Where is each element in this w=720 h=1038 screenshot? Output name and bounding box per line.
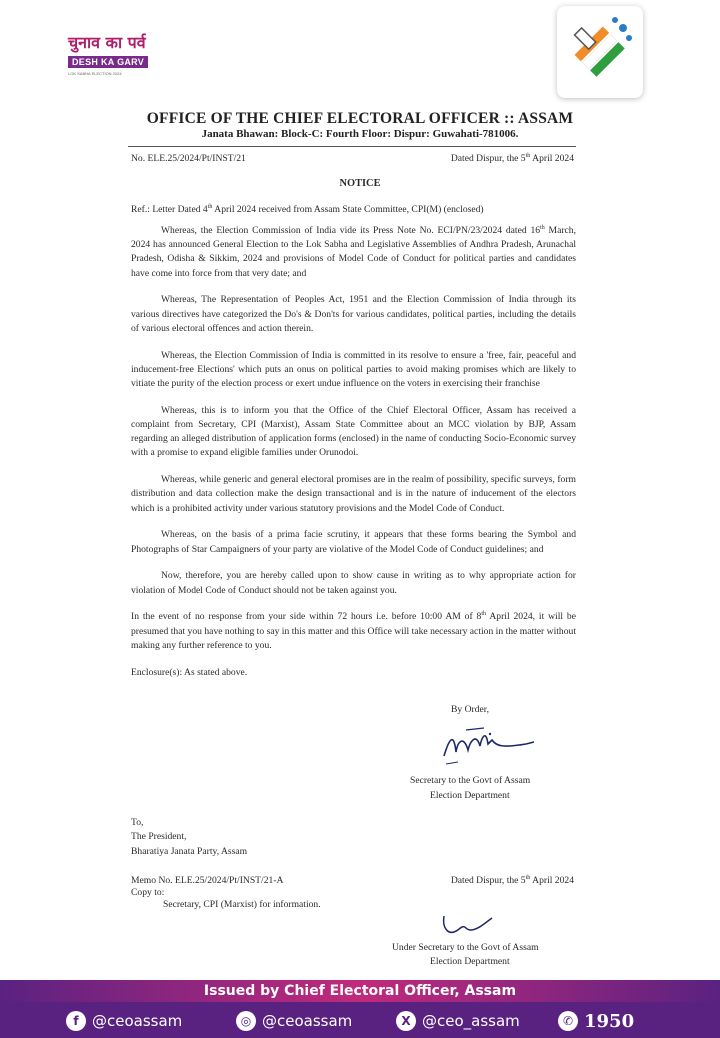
- notice-date: Dated Dispur, the 5th April 2024: [450, 152, 574, 164]
- signatory-department: Election Department: [430, 790, 510, 801]
- memo-date: Dated Dispur, the 5th April 2024: [450, 874, 574, 886]
- paragraph-8: In the event of no response from your side within 72 hours i.e. before 10:00 AM of 8th April 2024, it will be presumed that you have nothing to say in this matter and this Office will take necessary action in the matter without making any further reference to you.: [131, 611, 576, 651]
- signature-icon: [436, 722, 540, 768]
- logo-hindi-text: चुनाव का पर्व: [68, 33, 146, 52]
- by-order: By Order,: [451, 704, 489, 715]
- office-title: OFFICE OF THE CHIEF ELECTORAL OFFICER :: ASSAM: [146, 110, 574, 127]
- paragraph-1: Whereas, the Election Commission of India vide its Press Note No. ECI/PN/23/2024 dated 16th March, 2024 has announced General Election to the Lok Sabha and Legislative Assemblies of Andhra Pradesh, Arunachal Pradesh, Odisha & Sikkim, 2024 and provisions of Model Code of Conduct for political parties and candidates have come into force from that very date; and: [131, 224, 576, 279]
- facebook-icon: f: [66, 1011, 86, 1031]
- recipient-title: The President,: [131, 831, 187, 842]
- phone-icon: ✆: [558, 1011, 578, 1031]
- facebook-link[interactable]: [66, 1008, 182, 1034]
- reference-number: No. ELE.25/2024/Pt/INST/21: [131, 153, 246, 164]
- enclosure-line: Enclosure(s): As stated above.: [131, 666, 248, 678]
- reference-line: Ref.: Letter Dated 4th April 2024 received from Assam State Committee, CPI(M) (enclosed): [131, 203, 484, 215]
- notice-body: [131, 224, 576, 692]
- under-secretary-designation: Under Secretary to the Govt of Assam: [392, 942, 539, 953]
- helpline-link[interactable]: [558, 1008, 634, 1034]
- logo-tagline: LOK SABHA ELECTION 2024: [68, 71, 122, 76]
- paragraph-6: Whereas, on the basis of a prima facie scrutiny, it appears that these forms bearing the Symbol and Photographs of Star Campaigners of your party are violative of the Model Code of Conduct guidelines; and: [131, 529, 576, 555]
- copy-to-label: Copy to:: [131, 887, 165, 898]
- recipient-org: Bharatiya Janata Party, Assam: [131, 846, 248, 857]
- instagram-handle: @ceoassam: [262, 1012, 353, 1030]
- to-label: To,: [131, 817, 144, 828]
- header-divider: [128, 146, 576, 147]
- instagram-link[interactable]: [236, 1008, 352, 1034]
- paragraph-2: Whereas, The Representation of Peoples Act, 1951 and the Election Commission of India through its various directives have categorized the Do's & Don'ts for various candidates, political parties, including the details of various electoral offences and action therein.: [131, 294, 576, 334]
- paragraph-5: Whereas, while generic and general electoral promises are in the realm of possibility, specific surveys, form distribution and data collection make the design transactional and is in the nature of inducement of the electors which is a prohibited activity under various statutory provisions and the Model Code of Conduct.: [131, 474, 576, 514]
- footer-banner: [0, 980, 720, 1038]
- helpline-number: 1950: [584, 1010, 635, 1032]
- under-secretary-signature-icon: [438, 910, 498, 942]
- eci-emblem-icon: [557, 6, 643, 98]
- logo-english-text: DESH KA GARV: [68, 56, 148, 68]
- paragraph-7: Now, therefore, you are hereby called upon to show cause in writing as to why appropriate action for violation of Model Code of Conduct should not be taken against you.: [131, 570, 576, 596]
- under-secretary-department: Election Department: [430, 956, 510, 967]
- x-icon: X: [396, 1011, 416, 1031]
- x-link[interactable]: [396, 1008, 520, 1034]
- eci-logo: [557, 6, 643, 98]
- instagram-icon: ◎: [236, 1011, 256, 1031]
- office-address: Janata Bhawan: Block-C: Fourth Floor: Dispur: Guwahati-781006.: [201, 128, 519, 140]
- paragraph-3: Whereas, the Election Commission of India is committed in its resolve to ensure a 'free, fair, peaceful and inducement-free Elections' which puts an onus on political parties to avoid making promises which are likely to vitiate the purity of the election process or exert undue influence on the voters in exercising their franchise: [131, 349, 576, 390]
- signatory-designation: Secretary to the Govt of Assam: [410, 775, 531, 786]
- copy-to-line: Secretary, CPI (Marxist) for information.: [163, 899, 321, 910]
- footer-issued-by: Issued by Chief Electoral Officer, Assam: [0, 980, 720, 1002]
- paragraph-4: Whereas, this is to inform you that the Office of the Chief Electoral Officer, Assam has received a complaint from Secretary, CPI (Marxist), Assam State Committee about an MCC violation by BJP, Assam regarding an alleged distribution of application forms (enclosed) in the name of conducting Socio-Economic survey with a promise to expand eligible families under Orunodoi.: [131, 404, 576, 459]
- facebook-handle: @ceoassam: [92, 1012, 183, 1030]
- memo-number: Memo No. ELE.25/2024/Pt/INST/21-A: [131, 875, 284, 886]
- chunav-ka-parv-logo: [68, 34, 162, 80]
- x-handle: @ceo_assam: [422, 1012, 520, 1030]
- notice-heading: NOTICE: [339, 178, 381, 189]
